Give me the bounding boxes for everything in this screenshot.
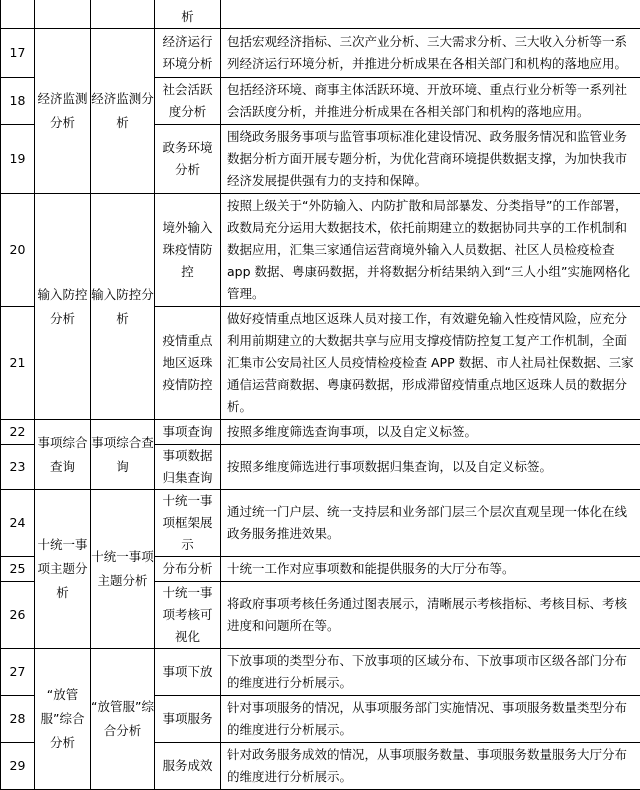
subcategory-cell: “放管服”综合分析 bbox=[91, 649, 155, 790]
category-cell bbox=[35, 0, 91, 29]
table-row bbox=[1, 420, 640, 445]
item-name-cell: 事项查询 bbox=[155, 420, 221, 445]
item-description-cell: 按照上级关于“外防输入、内防扩散和局部暴发、分类指导”的工作部署，政数局充分运用大数据技术，依托前期建立的数据协同共享的工作机制和数据应用，汇集三家通信运营商境外输入人员数据、社区人员检疫检查 app 数据、粤康码数据，并将数据分析结果纳入到“三人小组”实施网格化管理。 bbox=[221, 194, 640, 307]
item-description-cell: 按照多维度筛选进行事项数据归集查询，以及自定义标签。 bbox=[221, 445, 640, 490]
row-number: 19 bbox=[1, 125, 35, 194]
item-name-cell: 经济运行环境分析 bbox=[155, 29, 221, 78]
row-number: 26 bbox=[1, 582, 35, 649]
subcategory-cell: 经济监测分析 bbox=[91, 29, 155, 194]
item-description-cell: 通过统一门户层、统一支持层和业务部门层三个层次直观呈现一体化在线政务服务推进效果。 bbox=[221, 490, 640, 557]
row-number: 24 bbox=[1, 490, 35, 557]
item-name-cell: 十统一事项考核可视化 bbox=[155, 582, 221, 649]
item-name-cell: 分布分析 bbox=[155, 557, 221, 582]
table-row bbox=[1, 194, 640, 307]
item-description-cell: 围绕政务服务事项与监管事项标准化建设情况、政务服务情况和监管业务数据分析方面开展专题分析，为优化营商环境提供数据支撑，为加快我市经济发展提供强有力的支持和保障。 bbox=[221, 125, 640, 194]
item-description-cell: 针对政务服务成效的情况，从事项服务数量、事项服务数量服务大厅分布的维度进行分析展示。 bbox=[221, 743, 640, 790]
item-name-cell: 事项数据归集查询 bbox=[155, 445, 221, 490]
row-number: 18 bbox=[1, 78, 35, 125]
item-description-cell: 包括宏观经济指标、三次产业分析、三大需求分析、三大收入分析等一系列经济运行环境分析，并推进分析成果在各相关部门和机构的落地应用。 bbox=[221, 29, 640, 78]
item-name-cell: 服务成效 bbox=[155, 743, 221, 790]
item-description-cell: 针对事项服务的情况，从事项服务部门实施情况、事项服务数量类型分布的维度进行分析展示。 bbox=[221, 696, 640, 743]
row-number: 27 bbox=[1, 649, 35, 696]
item-name-cell: 社会活跃度分析 bbox=[155, 78, 221, 125]
subcategory-cell: 事项综合查询 bbox=[91, 420, 155, 490]
item-name-cell: 境外输入珠疫情防控 bbox=[155, 194, 221, 307]
category-cell: 输入防控分析 bbox=[35, 194, 91, 420]
table-row bbox=[1, 29, 640, 78]
row-number: 20 bbox=[1, 194, 35, 307]
row-number: 29 bbox=[1, 743, 35, 790]
item-description-cell bbox=[221, 0, 640, 29]
item-name-cell: 析 bbox=[155, 0, 221, 29]
item-description-cell: 按照多维度筛选查询事项，以及自定义标签。 bbox=[221, 420, 640, 445]
item-name-cell: 事项服务 bbox=[155, 696, 221, 743]
row-number: 17 bbox=[1, 29, 35, 78]
item-name-cell: 十统一事项框架展示 bbox=[155, 490, 221, 557]
row-number: 28 bbox=[1, 696, 35, 743]
category-cell: 事项综合查询 bbox=[35, 420, 91, 490]
row-number: 23 bbox=[1, 445, 35, 490]
row-number: 22 bbox=[1, 420, 35, 445]
row-number: 25 bbox=[1, 557, 35, 582]
table-row bbox=[1, 0, 640, 29]
table-row bbox=[1, 490, 640, 557]
item-description-cell: 做好疫情重点地区返珠人员对接工作，有效避免输入性疫情风险，应充分利用前期建立的大数据共享与应用支撑疫情防控复工复产工作机制，全面汇集市公安局社区人员疫情检疫检查 APP 数据、市人社局社保数据、三家通信运营商数据、粤康码数据，形成滞留疫情重点地区返珠人员的数据分析。 bbox=[221, 307, 640, 420]
item-description-cell: 下放事项的类型分布、下放事项的区域分布、下放事项市区级各部门分布的维度进行分析展示。 bbox=[221, 649, 640, 696]
item-description-cell: 将政府事项考核任务通过图表展示，清晰展示考核指标、考核目标、考核进度和问题所在等。 bbox=[221, 582, 640, 649]
subcategory-cell: 十统一事项主题分析 bbox=[91, 490, 155, 649]
row-number: 21 bbox=[1, 307, 35, 420]
item-description-cell: 包括经济环境、商事主体活跃环境、开放环境、重点行业分析等一系列社会活跃度分析，并推进分析成果在各相关部门和机构的落地应用。 bbox=[221, 78, 640, 125]
category-cell: 十统一事项主题分析 bbox=[35, 490, 91, 649]
table-row bbox=[1, 649, 640, 696]
item-name-cell: 疫情重点地区返珠疫情防控 bbox=[155, 307, 221, 420]
category-cell: “放管服”综合分析 bbox=[35, 649, 91, 790]
subcategory-cell: 输入防控分析 bbox=[91, 194, 155, 420]
item-name-cell: 事项下放 bbox=[155, 649, 221, 696]
category-cell: 经济监测分析 bbox=[35, 29, 91, 194]
item-description-cell: 十统一工作对应事项数和能提供服务的大厅分布等。 bbox=[221, 557, 640, 582]
row-number bbox=[1, 0, 35, 29]
subcategory-cell bbox=[91, 0, 155, 29]
item-name-cell: 政务环境分析 bbox=[155, 125, 221, 194]
